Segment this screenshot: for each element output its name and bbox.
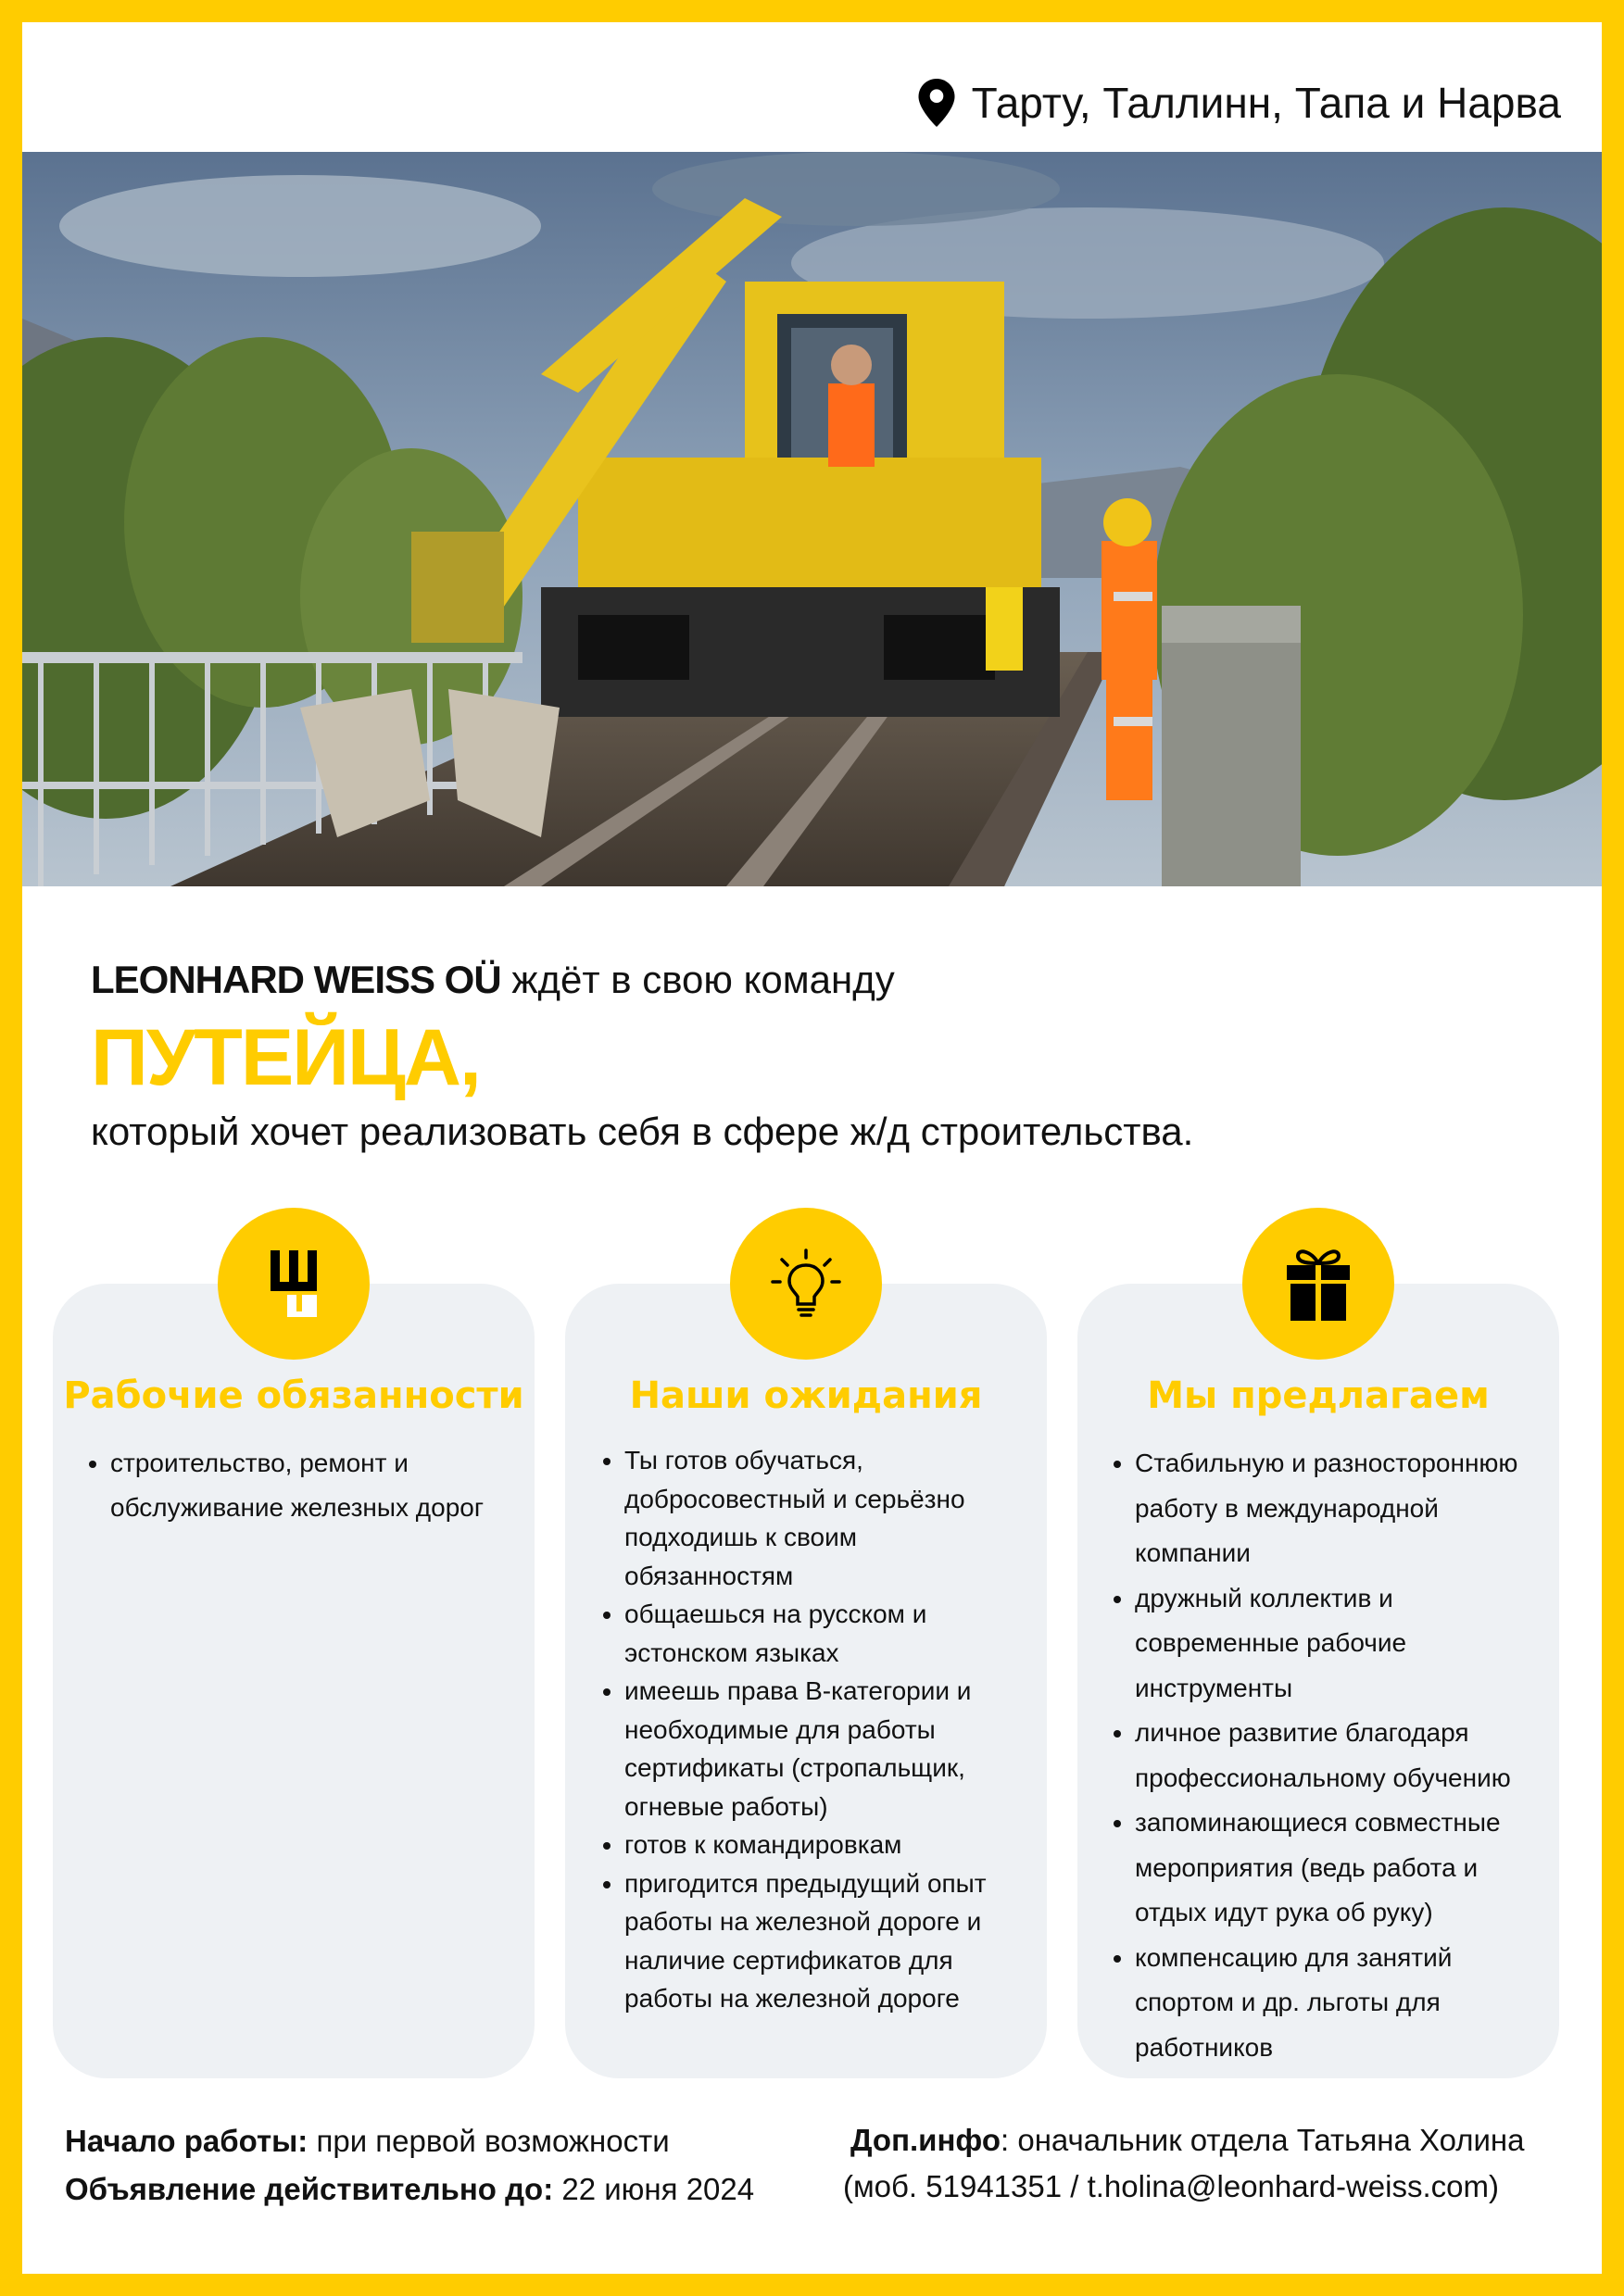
footer-dates xyxy=(65,2117,754,2214)
card-title: Наши ожидания xyxy=(629,1374,983,1417)
card-title: Мы предлагаем xyxy=(1147,1374,1490,1417)
intro-line1-rest: ждёт в свою команду xyxy=(500,958,895,1001)
info-line xyxy=(843,2117,1525,2164)
job-poster xyxy=(22,22,1602,2274)
card-list xyxy=(624,1441,1030,2018)
card-list xyxy=(110,1441,518,1530)
valid-label: Объявление действительно до: xyxy=(65,2172,554,2206)
job-title: ПУТЕЙЦА, xyxy=(91,1013,480,1102)
list-item: • дружный коллектив и современные рабочие инструменты xyxy=(1135,1576,1542,1712)
list-item: • готов к командировкам xyxy=(624,1826,1030,1864)
card-badge xyxy=(218,1208,370,1360)
start-label: Начало работы: xyxy=(65,2124,308,2158)
list-item: • личное развитие благодаря профессиональному обучению xyxy=(1135,1711,1542,1800)
list-item: • Ты готов обучаться, добросовестный и серьёзно подходишь к своим обязанностям xyxy=(624,1441,1030,1595)
intro-line1 xyxy=(91,956,1536,1004)
intro-block xyxy=(91,956,1536,1156)
gift-icon xyxy=(1283,1245,1353,1323)
lightbulb-icon xyxy=(769,1247,843,1321)
start-date-line xyxy=(65,2117,754,2165)
location-line xyxy=(918,78,1561,128)
start-value: при первой возможности xyxy=(308,2124,670,2158)
list-item: • имеешь права B-категории и необходимые для работы сертификаты (стропальщик, огневые работы) xyxy=(624,1672,1030,1826)
list-item: • пригодится предыдущий опыт работы на железной дороге и наличие сертификатов для работы на железной дороге xyxy=(624,1864,1030,2018)
list-item: • Стабильную и разностороннюю работу в международной компании xyxy=(1135,1441,1542,1576)
card-list xyxy=(1135,1441,1542,2070)
location-text: Тарту, Таллинн, Тапа и Нарва xyxy=(971,79,1561,127)
card-title: Рабочие обязанности xyxy=(63,1374,524,1417)
info-label: Доп.инфо xyxy=(850,2123,1001,2157)
card-badge xyxy=(1242,1208,1394,1360)
list-item: • запоминающиеся совместные мероприятия (ведь работа и отдых идут рука об руку) xyxy=(1135,1800,1542,1936)
card-offer xyxy=(1077,1284,1559,2078)
company-name: LEONHARD WEISS OÜ xyxy=(91,958,501,1001)
intro-subtitle: который хочет реализовать себя в сфере ж/д строительства. xyxy=(91,1110,1194,1153)
list-item: • строительство, ремонт и обслуживание железных дорог xyxy=(110,1441,518,1530)
map-pin-icon xyxy=(918,79,955,127)
hero-photo xyxy=(22,152,1602,886)
card-badge xyxy=(730,1208,882,1360)
card-responsibilities xyxy=(53,1284,535,2078)
card-expectations xyxy=(565,1284,1047,2078)
footer-contact xyxy=(843,2117,1525,2210)
valid-until-line xyxy=(65,2165,754,2214)
list-item: • компенсацию для занятий спортом и др. льготы для работников xyxy=(1135,1936,1542,2071)
info-value: : оначальник отдела Татьяна Холина xyxy=(1001,2123,1525,2157)
cards-section xyxy=(53,1208,1591,2078)
contact-line: (моб. 51941351 / t.holina@leonhard-weiss.com) xyxy=(843,2169,1499,2203)
valid-value: 22 июня 2024 xyxy=(553,2172,755,2206)
list-item: • общаешься на русском и эстонском языках xyxy=(624,1595,1030,1672)
company-logo-icon xyxy=(269,1248,319,1319)
